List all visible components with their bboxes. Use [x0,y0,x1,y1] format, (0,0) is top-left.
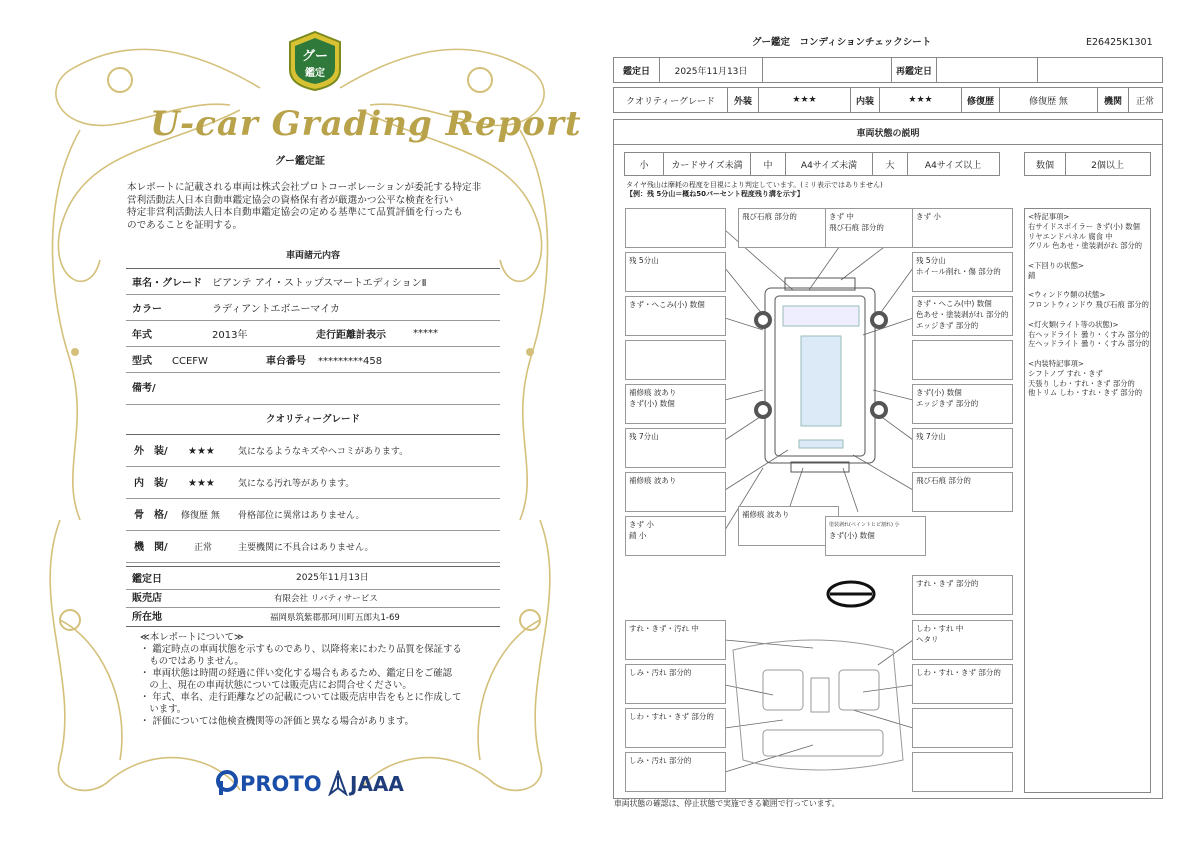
condition-box: 塗装剥れ(ペイントヒビ割れ) 小 きず(小) 数個 [825,516,926,556]
doc-id: E26425K1301 [1086,37,1153,48]
quality-row-exterior: 外 装/ ★★★ 気になるようなキズやヘコミがあります。 [126,436,500,467]
special-note-line: 左ヘッドライト 曇り・くすみ 部分的 [1028,339,1150,349]
condition-box: 補修痕 波あり [625,472,726,512]
spec-row-model: 型式 CCEFW 車台番号 *********458 [126,348,500,373]
intro-text: 本レポートに記載される車両は株式会社プロトコーポレーションが委託する特定非 営利活動法人日本自動車鑑定協会の資格保有者が厳選かつ公平な検査を行い 特定非営利活動法人日本自動車鑑定協会の定める基準にて品質評価を行ったも のであることを証明する。 [127,182,482,231]
spec-heading: 車両諸元内容 [285,251,340,261]
certificate-heading: グー鑑定証 [275,156,325,167]
condition-box: しわ・すれ・きず 部分的 [912,664,1013,704]
sheet-title: グー鑑定 コンディションチェックシート [752,37,932,48]
condition-box: 残 5分山 [625,252,726,292]
proto-logo-text: PROTO [240,772,322,796]
tire-note: タイヤ残山は摩耗の程度を目視により判定しています。(ミリ表示ではありません) [626,181,883,189]
condition-box: 飛び石痕 部分的 [912,472,1013,512]
spec-row-year: 年式 2013年 走行距離計表示 ***** [126,322,500,347]
date-row: 鑑定日 2025年11月13日 再鑑定日 [613,57,1163,83]
report-script-title: U-car Grading Report [150,104,582,144]
jaaa-logo-text: JAAA [350,772,404,796]
spec-row-color: カラー ラディアントエボニーマイカ [126,296,500,321]
special-note-line [1028,310,1149,320]
condition-box: しみ・汚れ 部分的 [625,664,726,704]
condition-box: きず 中 飛び石痕 部分的 [825,208,926,248]
condition-box: 補修痕 波あり [738,506,839,546]
special-note-line: <灯火類(ライト等の状態)> [1028,319,1119,329]
spec-row-name: 車名・グレード ピアンテ アイ・ストップスマートエディションⅡ [126,270,500,295]
condition-box: 飛び石痕 部分的 [738,208,839,248]
quality-heading: クオリティーグレード [265,414,361,425]
special-note-line: <特記事項> [1028,212,1070,221]
condition-box: しみ・汚れ 部分的 [625,752,726,792]
condition-box: 残 7分山 [912,428,1013,468]
condition-box [625,208,726,248]
proto-logo-icon [216,770,238,796]
condition-box: すれ・きず 部分的 [912,575,1013,615]
special-note-line: 他トリム しわ・すれ・きず 部分的 [1028,388,1143,398]
condition-box: きず(小) 数個 エッジきず 部分的 [912,384,1013,424]
special-note-line: 右サイドスポイラー きず(小) 数個 [1028,221,1140,231]
special-note-line: フロントウィンドウ 飛び石痕 部分的 [1028,300,1149,310]
condition-box: 残 7分山 [625,428,726,468]
svg-text:グー: グー [301,49,329,64]
spec-row-remarks: 備考/ [126,374,500,405]
condition-box: 補修痕 波あり きず(小) 数個 [625,384,726,424]
condition-box: しわ・すれ・きず 部分的 [625,708,726,748]
condition-box: きず・へこみ(小) 数個 [625,296,726,336]
special-note-line: 天張り しわ・すれ・きず 部分的 [1028,378,1135,388]
sheet-footer: 車両状態の確認は、停止状態で実施できる範囲で行っています。 [614,799,840,808]
quality-grade-row: クオリティーグレード 外装 ★★★ 内装 ★★★ 修復歴 修復歴 無 機関 正常 [613,87,1163,113]
notice: ≪本レポートについて≫ ・ 鑑定時点の車両状態を示すものであり、以降将来にわたり品質を保証する ものではありません。 ・ 車両状態は時間の経過に伴い変化する場合もあるため、鑑定日をご確認 の上、現在の車両状態については販売店にお問合せください。 ・ 年式、車名、走行距離などの記載については販売店申告をもとに作成して います。 ・ 評価については他検査機関等の評価と異なる場合があります。 [140,632,462,727]
special-note-line [1028,349,1149,359]
desc-heading-bar: 車両状態の説明 [613,119,1163,145]
quality-row-engine: 機 関/ 正常 主要機関に不具合はありません。 [126,532,500,563]
jaaa-logo-icon [328,770,348,796]
svg-text:鑑定: 鑑定 [305,68,325,79]
special-note-line: リヤエンドパネル 腐食 中 [1028,231,1113,241]
condition-box: きず 小 錆 小 [625,516,726,556]
tire-example: 【例：残 5分山＝概ね50パーセント程度残り溝を示す】 [626,190,804,198]
condition-box [912,708,1013,748]
count-legend: 数個 2個以上 [1024,152,1151,176]
quality-row-frame: 骨 格/ 修復歴 無 骨格部位に異常はありません。 [126,500,500,531]
quality-row-interior: 内 装/ ★★★ 気になる汚れ等があります。 [126,468,500,499]
special-note-line: 錆 [1028,270,1036,280]
special-note-line: グリル 色あせ・塗装剥がれ 部分的 [1028,241,1143,251]
condition-box [912,752,1013,792]
condition-box [912,340,1013,380]
special-notes-panel [1024,208,1151,793]
row-address: 所在地 福岡県筑紫郡那珂川町五郎丸1-69 [126,608,500,627]
special-note-line: <内装特記事項> [1028,358,1085,368]
special-note-line: <下回りの状態> [1028,260,1085,270]
condition-box: しわ・すれ 中 ヘタリ [912,620,1013,660]
special-note-line: <ウィンドウ類の状態> [1028,290,1106,300]
special-note-line [1028,281,1149,291]
special-note-line: シフトノブ すれ・きず [1028,368,1103,378]
condition-box: すれ・きず・汚れ 中 [625,620,726,660]
row-dealer: 販売店 有限会社 リバティサービス [126,589,500,608]
condition-box [625,340,726,380]
row-date: 鑑定日 2025年11月13日 [126,566,500,590]
size-legend: 小 カードサイズ未満 中 A4サイズ未満 大 A4サイズ以上 [624,152,1000,176]
special-note-line: 右ヘッドライト 曇り・くすみ 部分的 [1028,329,1150,339]
special-note-line [1028,251,1149,261]
condition-box: きず 小 [912,208,1013,248]
condition-box: きず・へこみ(中) 数個 色あせ・塗装剥がれ 部分的 エッジきず 部分的 [912,296,1013,336]
condition-box: 残 5分山 ホイール削れ・傷 部分的 [912,252,1013,292]
goo-badge-icon [286,30,344,92]
